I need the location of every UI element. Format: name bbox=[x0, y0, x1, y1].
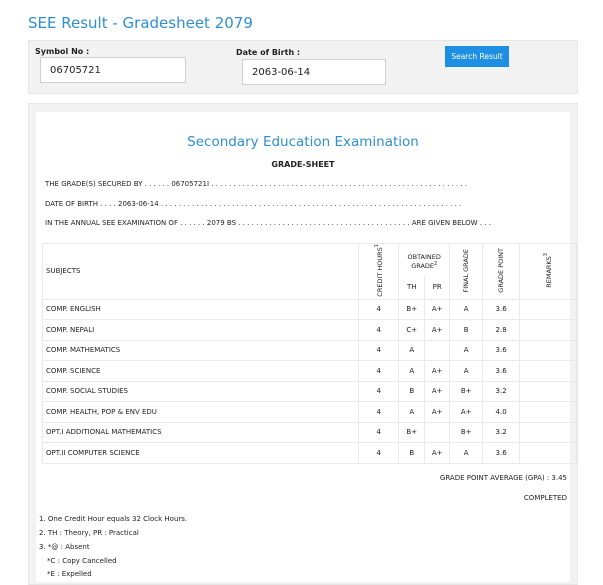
subject-name: COMP. SCIENCE bbox=[43, 361, 359, 382]
subject-name: COMP. SOCIAL STUDIES bbox=[43, 381, 359, 402]
note-copy-cancelled: *C : Copy Cancelled bbox=[47, 557, 117, 565]
final-grade: A bbox=[450, 299, 483, 320]
symbol-no-label: Symbol No : bbox=[35, 47, 90, 56]
theory-grade: B+ bbox=[399, 299, 425, 320]
gradesheet-subtitle: GRADE-SHEET bbox=[271, 160, 335, 169]
table-row bbox=[43, 361, 577, 382]
header-th: TH bbox=[399, 276, 425, 299]
search-result-button[interactable]: Search Result bbox=[445, 46, 509, 67]
final-grade: A+ bbox=[450, 402, 483, 423]
header-remarks: REMARKS$^3$ bbox=[520, 244, 577, 300]
credit-hours: 4 bbox=[359, 443, 399, 464]
theory-grade: A bbox=[399, 402, 425, 423]
theory-grade: B bbox=[399, 381, 425, 402]
subject-name: COMP. HEALTH, POP & ENV EDU bbox=[43, 402, 359, 423]
symbol-no-input[interactable] bbox=[40, 57, 186, 83]
gradesheet bbox=[36, 112, 570, 582]
theory-grade: A bbox=[399, 361, 425, 382]
subject-name: COMP. NEPALI bbox=[43, 320, 359, 341]
remarks bbox=[520, 320, 577, 341]
theory-grade: A bbox=[399, 340, 425, 361]
credit-hours: 4 bbox=[359, 299, 399, 320]
grade-point: 3.6 bbox=[483, 361, 520, 382]
subject-name: COMP. ENGLISH bbox=[43, 299, 359, 320]
practical-grade bbox=[425, 340, 450, 361]
dob-line: DATE OF BIRTH . . . . 2063-06-14 . . . . . . . . . . . . . . . . . . . . . . . . . . . . . . . . . . . . . . . . . . . . . . . . . . . . . . . . . . . . . . . . . . . . bbox=[45, 200, 462, 208]
credit-hours: 4 bbox=[359, 381, 399, 402]
theory-grade: B bbox=[399, 443, 425, 464]
table-row bbox=[43, 443, 577, 464]
search-panel bbox=[28, 40, 578, 94]
final-grade: B bbox=[450, 320, 483, 341]
note-absent: 3. *@ : Absent bbox=[39, 543, 90, 551]
note-expelled: *E : Expelled bbox=[47, 570, 92, 578]
credit-hours: 4 bbox=[359, 340, 399, 361]
remarks bbox=[520, 381, 577, 402]
credit-hours: 4 bbox=[359, 320, 399, 341]
final-grade: A bbox=[450, 340, 483, 361]
final-grade: B+ bbox=[450, 422, 483, 443]
theory-grade: B+ bbox=[399, 422, 425, 443]
subject-name: OPT.II COMPUTER SCIENCE bbox=[43, 443, 359, 464]
practical-grade: A+ bbox=[425, 443, 450, 464]
practical-grade: A+ bbox=[425, 320, 450, 341]
grade-point: 4.0 bbox=[483, 402, 520, 423]
grade-point: 3.2 bbox=[483, 422, 520, 443]
remarks bbox=[520, 443, 577, 464]
dob-input[interactable] bbox=[242, 59, 386, 85]
grade-point: 3.2 bbox=[483, 381, 520, 402]
subject-name: OPT.I ADDITIONAL MATHEMATICS bbox=[43, 422, 359, 443]
result-status: COMPLETED bbox=[523, 494, 567, 502]
practical-grade bbox=[425, 422, 450, 443]
credit-hours: 4 bbox=[359, 422, 399, 443]
note-credit-hour: 1. One Credit Hour equals 32 Clock Hours. bbox=[39, 515, 188, 523]
grade-point: 3.6 bbox=[483, 340, 520, 361]
table-row bbox=[43, 320, 577, 341]
grade-point: 2.8 bbox=[483, 320, 520, 341]
practical-grade: A+ bbox=[425, 299, 450, 320]
grades-table bbox=[42, 243, 577, 464]
exam-year-line: IN THE ANNUAL SEE EXAMINATION OF . . . . . . 2079 BS . . . . . . . . . . . . . . . . . . . . . . . . . . . . . . . . . . . . . . . ARE GIVEN BELOW . . . bbox=[45, 219, 491, 227]
header-subjects: SUBJECTS bbox=[43, 244, 359, 300]
remarks bbox=[520, 402, 577, 423]
page-title: SEE Result - Gradesheet 2079 bbox=[28, 14, 253, 32]
practical-grade: A+ bbox=[425, 402, 450, 423]
practical-grade: A+ bbox=[425, 361, 450, 382]
header-final-grade: FINAL GRADE bbox=[450, 244, 483, 300]
grade-point: 3.6 bbox=[483, 443, 520, 464]
header-pr: PR bbox=[425, 276, 450, 299]
gpa-text: GRADE POINT AVERAGE (GPA) : 3.45 bbox=[439, 474, 567, 482]
exam-title: Secondary Education Examination bbox=[187, 134, 419, 150]
gradesheet-panel bbox=[28, 103, 578, 585]
remarks bbox=[520, 422, 577, 443]
table-row bbox=[43, 422, 577, 443]
final-grade: B+ bbox=[450, 381, 483, 402]
header-credit-hours: CREDIT HOURS$^1$ bbox=[359, 244, 399, 300]
table-row bbox=[43, 381, 577, 402]
practical-grade: A+ bbox=[425, 381, 450, 402]
final-grade: A bbox=[450, 443, 483, 464]
note-th-pr: 2. TH : Theory, PR : Practical bbox=[39, 529, 139, 537]
dob-label: Date of Birth : bbox=[236, 48, 301, 57]
credit-hours: 4 bbox=[359, 402, 399, 423]
final-grade: A bbox=[450, 361, 483, 382]
table-row bbox=[43, 340, 577, 361]
header-grade-point: GRADE POINT bbox=[483, 244, 520, 300]
header-obtained-grade: OBTAINED GRADE$^2$ bbox=[399, 244, 450, 277]
credit-hours: 4 bbox=[359, 361, 399, 382]
remarks bbox=[520, 299, 577, 320]
remarks bbox=[520, 340, 577, 361]
table-row bbox=[43, 299, 577, 320]
theory-grade: C+ bbox=[399, 320, 425, 341]
remarks bbox=[520, 361, 577, 382]
grade-point: 3.6 bbox=[483, 299, 520, 320]
secured-by-line: THE GRADE(S) SECURED BY . . . . . . 06705721I . . . . . . . . . . . . . . . . . . . . . . . . . . . . . . . . . . . . . . . . . . . . . . . . . . . . . . . . . . bbox=[45, 180, 468, 188]
subject-name: COMP. MATHEMATICS bbox=[43, 340, 359, 361]
table-row bbox=[43, 402, 577, 423]
